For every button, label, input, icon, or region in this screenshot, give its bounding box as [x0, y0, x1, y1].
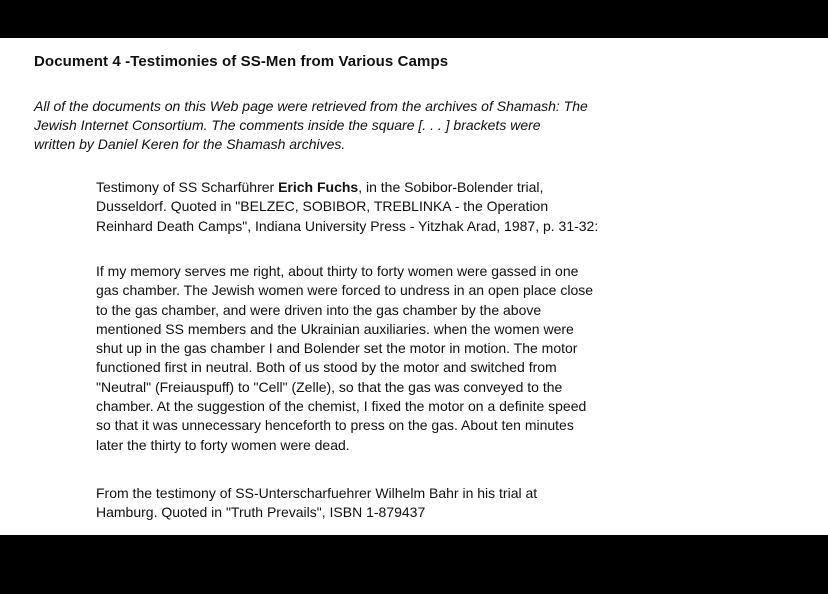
citation-bahr	[96, 484, 796, 523]
citation-name: Erich Fuchs	[278, 179, 359, 195]
citation-line: Reinhard Death Camps", Indiana University Press - Yitzhak Arad, 1987, p. 31-32:	[96, 217, 599, 234]
citation-line: Hamburg. Quoted in "Truth Prevails", ISBN 1-879437	[96, 504, 426, 521]
testimony-line: gas chamber. The Jewish women were forced to undress in an open place close	[96, 282, 594, 299]
testimony-line: shut up in the gas chamber I and Bolender set the motor in motion. The motor	[96, 340, 578, 357]
document-page	[0, 38, 828, 535]
testimony-line: mentioned SS members and the Ukrainian auxiliaries. when the women were	[96, 320, 574, 337]
testimony-line: If my memory serves me right, about thirty to forty women were gassed in one	[96, 263, 579, 279]
citation-suffix: , in the Sobibor-Bolender trial,	[358, 179, 544, 195]
citation-fuchs	[96, 178, 796, 236]
testimony-line: so that it was unnecessary henceforth to press on the gas. About ten minutes	[96, 417, 574, 434]
testimony-line: "Neutral" (Freiauspuff) to "Cell" (Zelle), so that the gas was conveyed to the	[96, 378, 563, 395]
document-title: Document 4 -Testimonies of SS-Men from Various Camps	[34, 53, 449, 70]
citation-prefix: Testimony of SS Scharführer	[96, 179, 279, 195]
intro-line: All of the documents on this Web page were retrieved from the archives of Shamash: The	[34, 98, 588, 114]
intro-paragraph	[34, 97, 754, 154]
testimony-line: functioned first in neutral. Both of us stood by the motor and switched from	[96, 359, 557, 376]
testimony-paragraph	[96, 262, 796, 455]
intro-line: Jewish Internet Consortium. The comments inside the square [. . . ] brackets were	[34, 117, 541, 133]
citation-line: From the testimony of SS-Unterscharfuehrer Wilhelm Bahr in his trial at	[96, 485, 538, 501]
testimony-line: to the gas chamber, and were driven into the gas chamber by the above	[96, 301, 542, 318]
testimony-line: chamber. At the suggestion of the chemist, I fixed the motor on a definite speed	[96, 398, 587, 415]
citation-line: Dusseldorf. Quoted in "BELZEC, SOBIBOR, TREBLINKA - the Operation	[96, 198, 549, 215]
citation-line	[96, 178, 796, 197]
testimony-line: later the thirty to forty women were dead.	[96, 436, 350, 453]
intro-line: written by Daniel Keren for the Shamash archives.	[34, 136, 346, 152]
